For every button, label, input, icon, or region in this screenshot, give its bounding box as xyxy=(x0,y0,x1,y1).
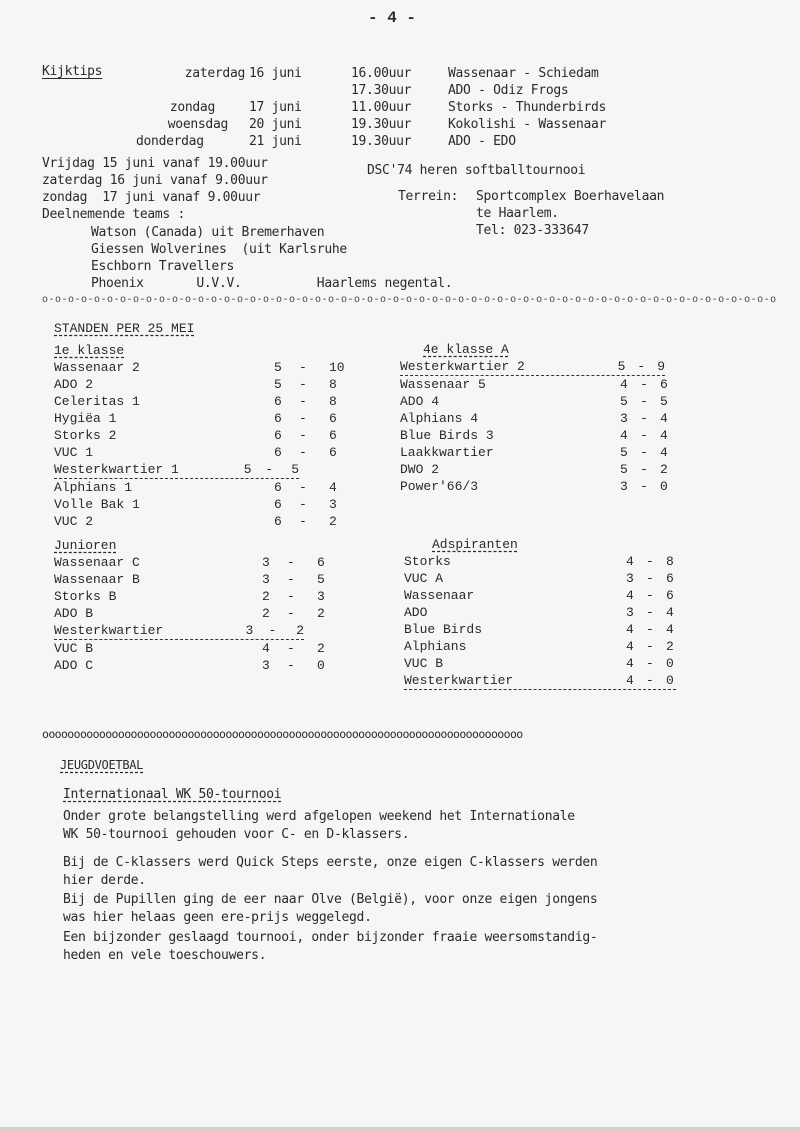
terrain-label: Terrein: xyxy=(398,189,459,204)
time: 11.00uur xyxy=(351,100,412,115)
table-title: Adspiranten xyxy=(432,537,518,552)
table-row: Alphians 4 - 2 xyxy=(404,639,674,654)
paragraph-line: Onder grote belangstelling werd afgelopen weekend het Internationale xyxy=(63,809,575,824)
standings-heading: STANDEN PER 25 MEI xyxy=(54,321,195,336)
table-row-highlighted: Westerkwartier 2 5 - 9 xyxy=(400,359,665,374)
match: ADO - Odiz Frogs xyxy=(448,83,569,98)
team-entry: Eschborn Travellers xyxy=(91,259,235,274)
table-row: Wassenaar B 3 - 5 xyxy=(54,572,325,587)
team-entry: Watson (Canada) uit Bremerhaven xyxy=(91,225,325,240)
table-row: VUC A 3 - 6 xyxy=(404,571,674,586)
date: 21 juni xyxy=(249,134,302,149)
kijktips-heading: Kijktips xyxy=(42,64,103,79)
section-subheading: Internationaal WK 50-tournooi xyxy=(63,787,282,802)
team-entry: Phoenix U.V.V. Haarlems negental. xyxy=(91,276,453,291)
match: Wassenaar - Schiedam xyxy=(448,66,599,81)
tournament-schedule-line: zondag 17 juni vanaf 9.00uur xyxy=(42,190,261,205)
table-row: Storks B 2 - 3 xyxy=(54,589,325,604)
tournament-schedule-line: Vrijdag 15 juni vanaf 19.00uur xyxy=(42,156,268,171)
standings-table-4e-klasse-a xyxy=(400,341,668,495)
table-row: ADO 2 5 - 8 xyxy=(54,377,337,392)
paragraph-line: WK 50-tournooi gehouden voor C- en D-klassers. xyxy=(63,827,410,842)
terrain-line: te Haarlem. xyxy=(476,206,559,221)
table-row: VUC B 4 - 0 xyxy=(404,656,674,671)
table-row: ADO 4 5 - 5 xyxy=(400,394,668,409)
time: 16.00uur xyxy=(351,66,412,81)
table-row: Blue Birds 4 - 4 xyxy=(404,622,674,637)
separator-line: o-o-o-o-o-o-o-o-o-o-o-o-o-o-o-o-o-o-o-o-o-o-o-o-o-o-o-o-o-o-o-o-o-o-o-o-o-o-o-o-o-o-o-o-o-o-o-o-o-o-o-o-o-o-o-o-o xyxy=(42,295,777,306)
teams-label: Deelnemende teams : xyxy=(42,207,186,222)
time: 17.30uur xyxy=(351,83,412,98)
time: 19.30uur xyxy=(351,117,412,132)
match: Storks - Thunderbirds xyxy=(448,100,607,115)
terrain-phone: Tel: 023-333647 xyxy=(476,223,589,238)
time: 19.30uur xyxy=(351,134,412,149)
table-title: Junioren xyxy=(54,538,117,553)
table-row: Wassenaar 2 5 - 10 xyxy=(54,360,345,375)
date: 16 juni xyxy=(249,66,302,81)
paragraph-line: hier derde. xyxy=(63,873,146,888)
table-row: VUC 1 6 - 6 xyxy=(54,445,337,460)
tournament-schedule-line: zaterdag 16 juni vanaf 9.00uur xyxy=(42,173,268,188)
tournament-title: DSC'74 heren softballtournooi xyxy=(367,163,586,178)
table-row: Wassenaar C 3 - 6 xyxy=(54,555,325,570)
table-row: Blue Birds 3 4 - 4 xyxy=(400,428,668,443)
paragraph-line: was hier helaas geen ere-prijs weggelegd. xyxy=(63,910,372,925)
match: ADO - EDO xyxy=(448,134,516,149)
standings-table-junioren xyxy=(54,537,325,674)
table-row: Wassenaar 4 - 6 xyxy=(404,588,674,603)
table-row: Laakkwartier 5 - 4 xyxy=(400,445,668,460)
table-row: ADO C 3 - 0 xyxy=(54,658,325,673)
table-row: Storks 2 6 - 6 xyxy=(54,428,337,443)
table-row: Hygiëa 1 6 - 6 xyxy=(54,411,337,426)
table-row: DWO 2 5 - 2 xyxy=(400,462,668,477)
section-heading: JEUGDVOETBAL xyxy=(60,758,144,772)
table-row: VUC B 4 - 2 xyxy=(54,641,325,656)
paragraph-line: heden en vele toeschouwers. xyxy=(63,948,267,963)
table-title: 4e klasse A xyxy=(423,342,509,357)
standings-table-1e-klasse xyxy=(54,342,345,530)
table-row: Celeritas 1 6 - 8 xyxy=(54,394,337,409)
table-row-highlighted: Westerkwartier 3 - 2 xyxy=(54,623,304,638)
table-row: Alphians 1 6 - 4 xyxy=(54,480,337,495)
table-row-highlighted: Westerkwartier 1 5 - 5 xyxy=(54,462,299,477)
table-row-highlighted: Westerkwartier 4 - 0 xyxy=(404,672,676,690)
day: zaterdag xyxy=(184,66,245,81)
date: 17 juni xyxy=(249,100,302,115)
table-row: Wassenaar 5 4 - 6 xyxy=(400,377,668,392)
table-row: VUC 2 6 - 2 xyxy=(54,514,337,529)
day: woensdag xyxy=(167,117,228,132)
table-row: ADO B 2 - 2 xyxy=(54,606,325,621)
table-row: ADO 3 - 4 xyxy=(404,605,674,620)
paragraph-line: Een bijzonder geslaagd tournooi, onder bijzonder fraaie weersomstandig- xyxy=(63,930,598,945)
team-entry: Giessen Wolverines (uit Karlsruhe xyxy=(91,242,347,257)
separator-line: oooooooooooooooooooooooooooooooooooooooooooooooooooooooooooooooooooooooooooo xyxy=(42,727,523,741)
table-title: 1e klasse xyxy=(54,343,125,358)
paragraph-line: Bij de Pupillen ging de eer naar Olve (België), voor onze eigen jongens xyxy=(63,892,598,907)
terrain-line: Sportcomplex Boerhavelaan xyxy=(476,189,665,204)
date: 20 juni xyxy=(249,117,302,132)
page-edge xyxy=(0,1127,800,1131)
table-row: Volle Bak 1 6 - 3 xyxy=(54,497,337,512)
day: zondag xyxy=(169,100,215,115)
page-number: - 4 - xyxy=(368,9,417,27)
paragraph-line: Bij de C-klassers werd Quick Steps eerste, onze eigen C-klassers werden xyxy=(63,855,598,870)
table-row: Power'66/3 3 - 0 xyxy=(400,479,668,494)
day: donderdag xyxy=(136,134,204,149)
match: Kokolishi - Wassenaar xyxy=(448,117,607,132)
standings-table-adspiranten xyxy=(404,536,676,690)
table-row: Alphians 4 3 - 4 xyxy=(400,411,668,426)
table-row: Storks 4 - 8 xyxy=(404,554,674,569)
